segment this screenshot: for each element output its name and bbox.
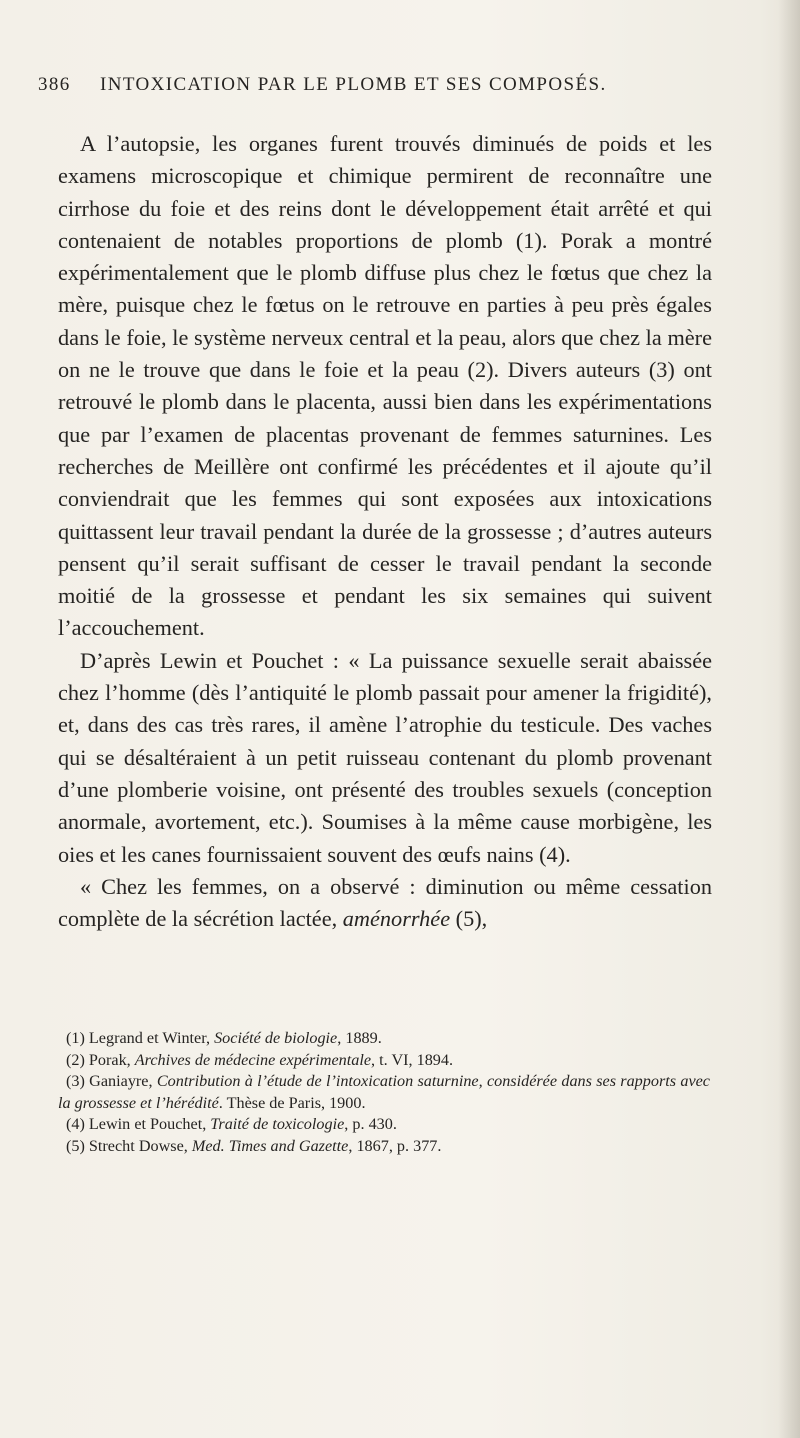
footnote-3-title: Contribution à l’étude de l’intoxication saturnine, considérée dans ses rapports avec la grossesse et l’hérédité	[58, 1072, 710, 1112]
footnote-5-ref: , 1867, p. 377.	[348, 1136, 442, 1155]
footnote-4-title: Traité de toxicologie	[210, 1115, 345, 1133]
paragraph-femmes-end: (5),	[450, 906, 488, 932]
paragraph-femmes	[58, 871, 712, 936]
paragraph-femmes-start: « Chez les femmes, on a observé : diminution ou même cessation complète de la sécrétion lactée,	[58, 873, 712, 932]
paragraph-femmes-italic: aménorrhée	[342, 906, 451, 932]
footnote-3-ref: . Thèse de Paris, 1900.	[218, 1093, 366, 1112]
paragraph-autopsie: A l’autopsie, les organes furent trouvés diminués de poids et les examens microscopique et chimique permirent de reconnaître une cirrhose du foie et des reins dont le développement était arrêté et qui contenaient de notables proportions de plomb (1). Porak a montré expérimentalement que le plomb diffuse plus chez le fœtus que chez la mère, puisque chez le fœtus on le retrouve en parties à peu près égales dans le foie, le système nerveux central et la peau, alors que chez la mère on ne le trouve que dans le foie et la peau (2). Divers auteurs (3) ont retrouvé le plomb dans le placenta, aussi bien dans les expérimentations que par l’examen de placentas provenant de femmes saturnines. Les recherches de Meillère ont confirmé les précédentes et il ajoute qu’il conviendrait que les femmes qui sont exposées aux intoxications quittassent leur travail pendant la durée de la grossesse ; d’autres auteurs pensent qu’il serait suffisant de cesser le travail pendant la seconde moitié de la grossesse et pendant les six semaines qui suivent l’accouchement.	[58, 131, 712, 641]
footnote-5-title: Med. Times and Gazette	[191, 1136, 349, 1155]
footnote-2	[58, 1050, 710, 1072]
page-header	[38, 74, 708, 108]
footnote-5-author: (5) Strecht Dowse,	[66, 1136, 192, 1155]
footnote-2-ref: , t. VI, 1894.	[371, 1050, 454, 1069]
footnote-3-author: (3) Ganiayre,	[66, 1072, 157, 1090]
footnote-4	[58, 1114, 710, 1136]
footnote-4-author: (4) Lewin et Pouchet,	[66, 1115, 211, 1133]
page-number: 386	[38, 74, 71, 95]
footnote-3	[58, 1071, 710, 1114]
footnote-2-author: (2) Porak,	[66, 1050, 135, 1069]
footnote-5	[58, 1136, 710, 1158]
footnote-2-title: Archives de médecine expérimentale	[134, 1050, 372, 1069]
footnote-1	[58, 1028, 710, 1050]
footnote-1-title: Société de biologie	[214, 1029, 338, 1047]
footnote-1-author: (1) Legrand et Winter,	[66, 1029, 215, 1047]
body-text	[58, 128, 712, 935]
footnotes	[58, 1028, 710, 1157]
running-head: INTOXICATION PAR LE PLOMB ET SES COMPOSÉS.	[100, 74, 607, 95]
paragraph-lewin-pouchet: D’après Lewin et Pouchet : « La puissance sexuelle serait abaissée chez l’homme (dès l’antiquité le plomb passait pour amener la frigidité), et, dans des cas très rares, il amène l’atrophie du testicule. Des vaches qui se désaltéraient à un petit ruisseau contenant du plomb provenant d’une plomberie voisine, ont présenté des troubles sexuels (conception anormale, avortement, etc.). Soumises à la même cause morbigène, les oies et les canes fournissaient souvent des œufs nains (4).	[58, 647, 712, 867]
footnote-4-ref: , p. 430.	[344, 1115, 397, 1133]
footnote-1-ref: , 1889.	[337, 1029, 382, 1047]
page-edge-shadow	[778, 0, 800, 1438]
